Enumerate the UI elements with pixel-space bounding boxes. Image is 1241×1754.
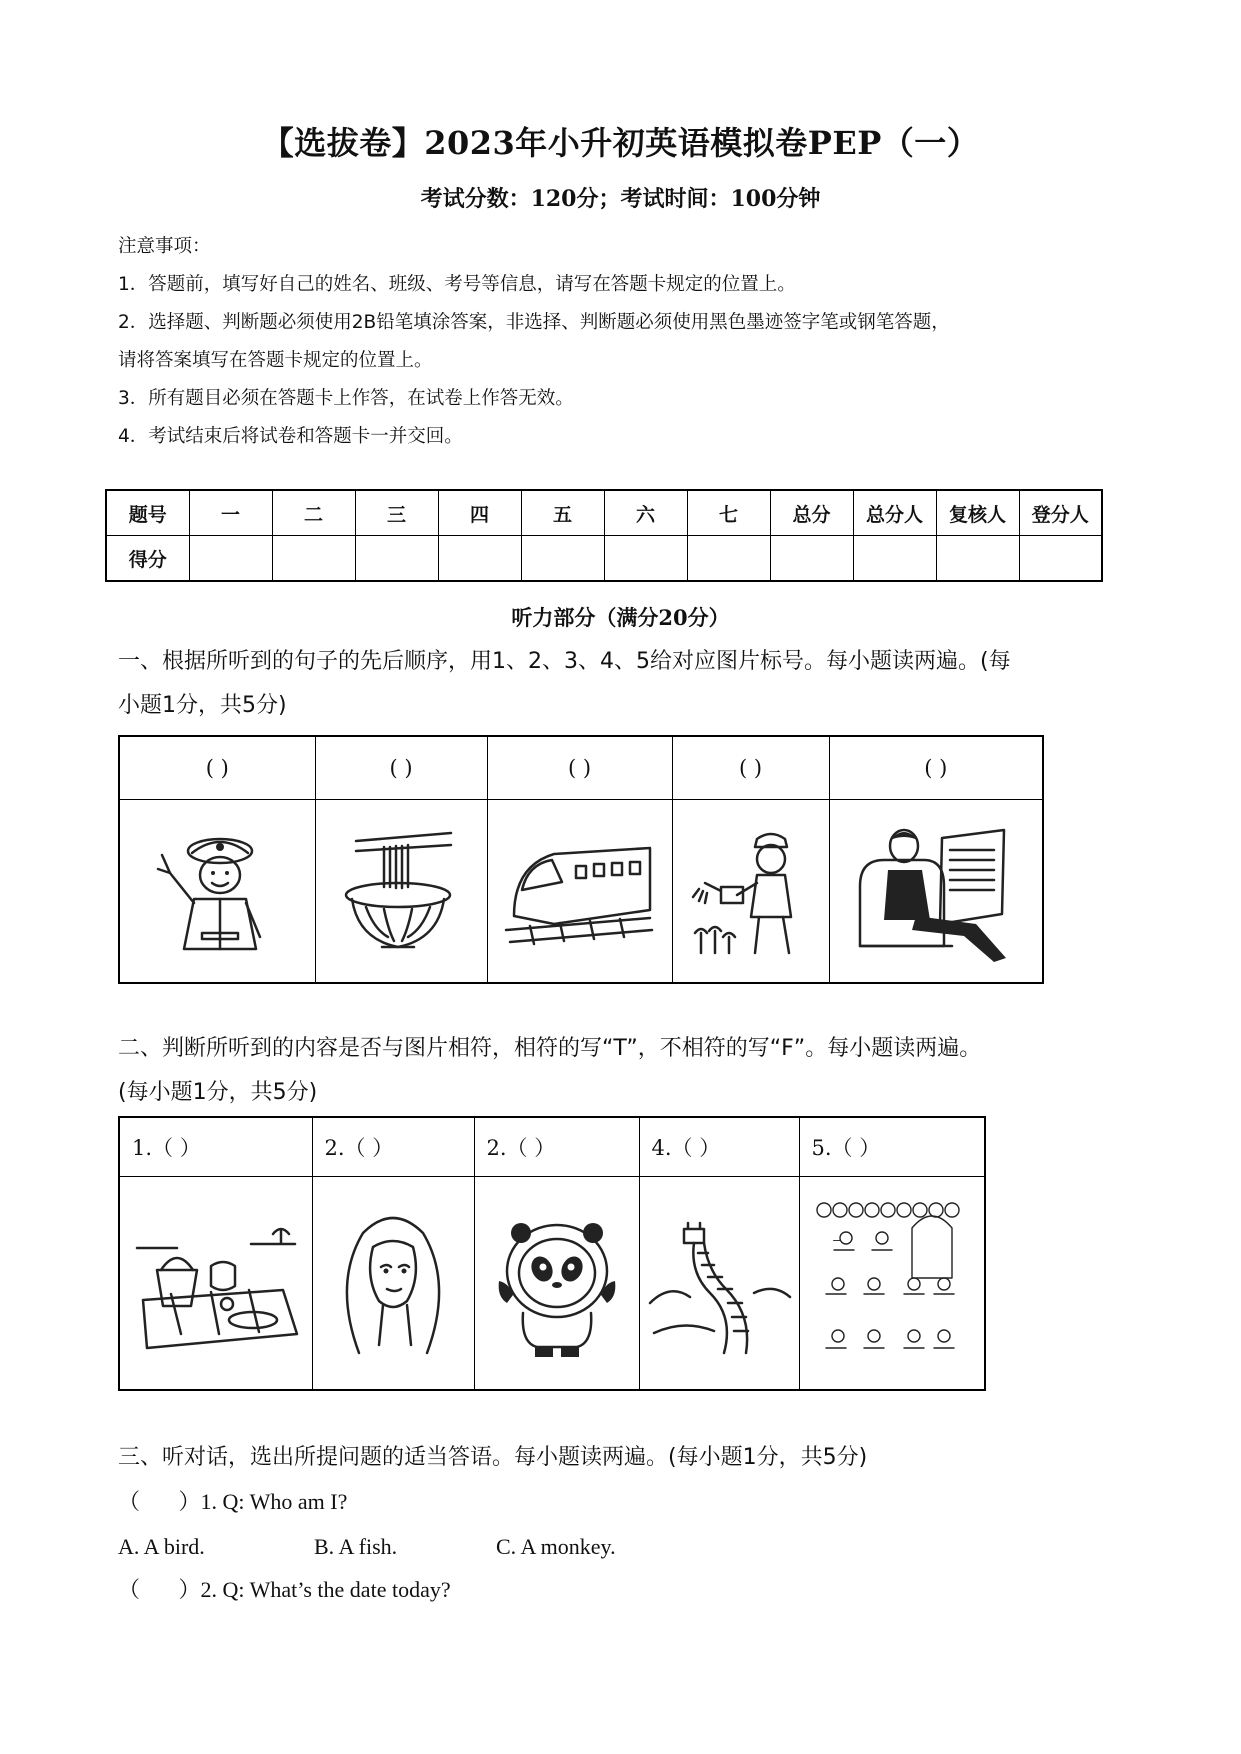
answer-blank[interactable]: 4.（ ） [639, 1117, 799, 1177]
answer-blank[interactable]: ( ) [829, 736, 1043, 800]
score-cell[interactable] [604, 536, 687, 582]
answer-blank[interactable]: （ ） [118, 1577, 201, 1602]
answer-blank[interactable]: （ ） [118, 1489, 201, 1514]
score-header-cell: 五 [521, 490, 604, 536]
question-2-picture-table [118, 1116, 986, 1391]
note-item: 1．答题前，填写好自己的姓名、班级、考号等信息，请写在答题卡规定的位置上。 [118, 274, 796, 295]
score-cell[interactable] [438, 536, 521, 582]
score-header-cell: 一 [189, 490, 272, 536]
option-a: A. A bird. [118, 1534, 205, 1559]
score-header-cell: 总分 [770, 490, 853, 536]
answer-blank[interactable]: 2.（ ） [312, 1117, 474, 1177]
q3-item-1-options [118, 1525, 616, 1569]
high-speed-train-icon [500, 826, 660, 956]
q3-item-1 [118, 1480, 347, 1524]
answer-blank[interactable]: ( ) [315, 736, 487, 800]
option-c: C. A monkey. [496, 1534, 616, 1559]
score-cell[interactable] [272, 536, 355, 582]
math-worksheet-icon [812, 1198, 972, 1368]
question-1-picture-table [118, 735, 1044, 984]
score-header-cell: 题号 [106, 490, 189, 536]
score-header-cell: 总分人 [853, 490, 936, 536]
score-cell[interactable] [521, 536, 604, 582]
notes-section [118, 228, 1138, 456]
score-table-score-row [106, 536, 1102, 582]
note-item: 请将答案填写在答题卡规定的位置上。 [118, 350, 433, 371]
man-reading-newspaper-icon [846, 816, 1026, 966]
score-header-cell: 七 [687, 490, 770, 536]
girl-long-hair-icon [323, 1203, 463, 1363]
score-table-header-row [106, 490, 1102, 536]
answer-blank[interactable]: 2.（ ） [474, 1117, 639, 1177]
question-1-instructions [118, 640, 1138, 728]
q3-item-2 [118, 1568, 451, 1612]
question-text: 2. Q: What’s the date today? [200, 1577, 451, 1602]
great-wall-icon [644, 1203, 794, 1363]
picnic-icon [131, 1208, 301, 1358]
score-cell[interactable] [770, 536, 853, 582]
note-item: 2．选择题、判断题必须使用2B铅笔填涂答案，非选择、判断题必须使用黑色墨迹签字笔或钢笔答题， [118, 312, 950, 333]
score-cell[interactable] [936, 536, 1019, 582]
score-cell[interactable] [687, 536, 770, 582]
note-item: 4．考试结束后将试卷和答题卡一并交回。 [118, 426, 463, 447]
question-3-instructions: 三、听对话，选出所提问题的适当答语。每小题读两遍。(每小题1分，共5分) [118, 1445, 868, 1470]
noodles-bowl-icon [326, 821, 476, 961]
score-row-label: 得分 [106, 536, 189, 582]
page-title: 【选拔卷】2023年小升初英语模拟卷PEP（一） [261, 124, 980, 162]
panda-mascot-icon [487, 1203, 627, 1363]
score-header-cell: 四 [438, 490, 521, 536]
answer-blank[interactable]: ( ) [487, 736, 672, 800]
score-table [105, 489, 1103, 582]
score-cell[interactable] [853, 536, 936, 582]
answer-blank[interactable]: ( ) [119, 736, 315, 800]
question-2-line: 二、判断所听到的内容是否与图片相符，相符的写“T”，不相符的写“F”。每小题读两遍。 [118, 1036, 982, 1061]
score-cell[interactable] [1019, 536, 1102, 582]
score-cell[interactable] [189, 536, 272, 582]
score-header-cell: 六 [604, 490, 687, 536]
listening-section-heading: 听力部分（满分20分） [511, 605, 730, 630]
question-2-line: (每小题1分，共5分) [118, 1080, 318, 1105]
notes-heading: 注意事项： [118, 236, 211, 257]
police-officer-icon [142, 821, 292, 961]
answer-blank[interactable]: 5.（ ） [799, 1117, 985, 1177]
answer-blank[interactable]: 1.（ ） [119, 1117, 312, 1177]
score-cell[interactable] [355, 536, 438, 582]
option-b: B. A fish. [314, 1534, 398, 1559]
svg-text:−: − [831, 1234, 841, 1247]
boy-watering-flowers-icon [681, 821, 821, 961]
score-header-cell: 二 [272, 490, 355, 536]
question-1-line: 一、根据所听到的句子的先后顺序，用1、2、3、4、5给对应图片标号。每小题读两遍。(每 [118, 649, 1011, 674]
question-1-line: 小题1分，共5分) [118, 693, 287, 718]
question-2-instructions [118, 1027, 1138, 1115]
question-text: 1. Q: Who am I? [200, 1489, 348, 1514]
score-header-cell: 登分人 [1019, 490, 1102, 536]
score-header-cell: 三 [355, 490, 438, 536]
exam-info: 考试分数：120分；考试时间：100分钟 [420, 186, 821, 212]
note-item: 3．所有题目必须在答题卡上作答，在试卷上作答无效。 [118, 388, 574, 409]
score-header-cell: 复核人 [936, 490, 1019, 536]
answer-blank[interactable]: ( ) [672, 736, 829, 800]
